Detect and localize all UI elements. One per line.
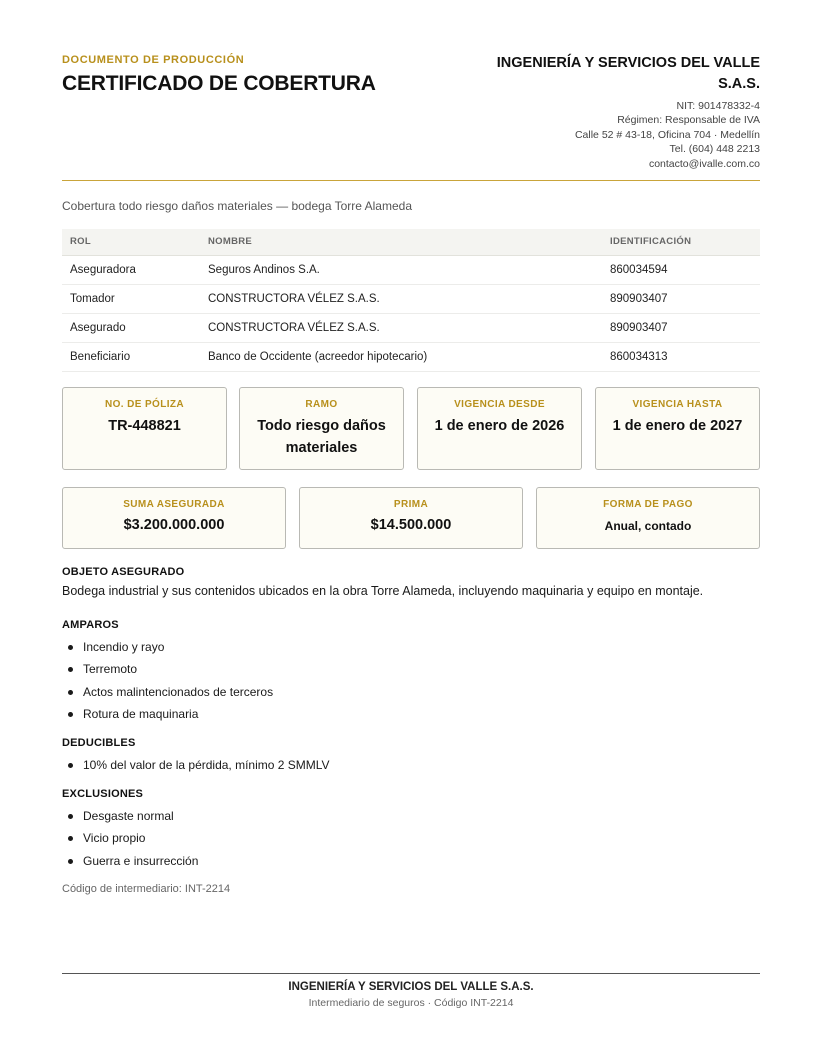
exclusiones-list bbox=[62, 805, 760, 872]
suma-asegurada-card bbox=[62, 487, 286, 549]
section-heading: AMPAROS bbox=[62, 619, 119, 631]
cell-nombre: Seguros Andinos S.A. bbox=[200, 255, 602, 284]
table-row bbox=[62, 342, 760, 371]
policy-number-card bbox=[62, 387, 227, 470]
document-header bbox=[62, 52, 760, 170]
list-item: Actos malintencionados de terceros bbox=[62, 681, 760, 703]
cell-identificacion: 860034594 bbox=[602, 255, 760, 284]
certificate-page bbox=[62, 0, 760, 1062]
cell-nombre: CONSTRUCTORA VÉLEZ S.A.S. bbox=[200, 313, 602, 342]
footer-divider bbox=[62, 973, 760, 974]
table-row bbox=[62, 284, 760, 313]
policy-cards-row-2 bbox=[62, 487, 760, 549]
vigencia-hasta-value: 1 de enero de 2027 bbox=[612, 418, 743, 434]
document-eyebrow: DOCUMENTO DE PRODUCCIÓN bbox=[62, 54, 245, 66]
footer-company-name: INGENIERÍA Y SERVICIOS DEL VALLE S.A.S. bbox=[288, 981, 534, 993]
vigencia-desde-value: 1 de enero de 2026 bbox=[434, 418, 565, 434]
prima-value: $14.500.000 bbox=[370, 517, 452, 533]
table-header-row bbox=[62, 229, 760, 255]
forma-pago-card bbox=[536, 487, 760, 549]
coverage-subtitle: Cobertura todo riesgo daños materiales — bodega Torre Alameda bbox=[62, 199, 412, 213]
section-heading: OBJETO ASEGURADO bbox=[62, 566, 185, 578]
company-block bbox=[460, 53, 760, 171]
cell-identificacion: 890903407 bbox=[602, 313, 760, 342]
company-phone: Tel. (604) 448 2213 bbox=[669, 143, 760, 156]
policy-cards-row-1 bbox=[62, 387, 760, 470]
company-regimen: Régimen: Responsable de IVA bbox=[617, 114, 760, 127]
cell-nombre: Banco de Occidente (acreedor hipotecario) bbox=[200, 342, 602, 371]
deducibles-list bbox=[62, 754, 760, 776]
cell-rol: Tomador bbox=[62, 284, 200, 313]
cell-nombre: CONSTRUCTORA VÉLEZ S.A.S. bbox=[200, 284, 602, 313]
document-title: CERTIFICADO DE COBERTURA bbox=[62, 72, 376, 95]
deducibles-section bbox=[62, 737, 760, 776]
company-email: contacto@ivalle.com.co bbox=[648, 157, 760, 170]
ramo-value: Todo riesgo daños materiales bbox=[257, 418, 386, 456]
column-header-identificacion: IDENTIFICACIÓN bbox=[602, 229, 760, 255]
card-label: NO. DE PÓLIZA bbox=[104, 399, 185, 410]
list-item: Desgaste normal bbox=[62, 805, 760, 827]
exclusiones-section bbox=[62, 788, 760, 872]
list-item: 10% del valor de la pérdida, mínimo 2 SMMLV bbox=[62, 754, 760, 776]
prima-card bbox=[299, 487, 523, 549]
page-footer bbox=[62, 981, 760, 1009]
column-header-rol: ROL bbox=[62, 229, 200, 255]
card-label: RAMO bbox=[305, 399, 338, 410]
card-label: FORMA DE PAGO bbox=[603, 499, 693, 510]
cell-rol: Beneficiario bbox=[62, 342, 200, 371]
amparos-list bbox=[62, 636, 760, 725]
list-item: Incendio y rayo bbox=[62, 636, 760, 658]
card-label: VIGENCIA HASTA bbox=[632, 399, 723, 410]
table-row bbox=[62, 313, 760, 342]
list-item: Vicio propio bbox=[62, 827, 760, 849]
ramo-card bbox=[239, 387, 404, 470]
parties-table bbox=[62, 229, 760, 372]
list-item: Rotura de maquinaria bbox=[62, 703, 760, 725]
column-header-nombre: NOMBRE bbox=[200, 229, 602, 255]
section-heading: DEDUCIBLES bbox=[62, 737, 136, 749]
company-nit: NIT: 901478332-4 bbox=[676, 100, 760, 112]
card-label: VIGENCIA DESDE bbox=[454, 399, 545, 410]
intermediary-code: Código de intermediario: INT-2214 bbox=[62, 883, 231, 895]
policy-number: TR-448821 bbox=[108, 418, 181, 434]
card-label: SUMA ASEGURADA bbox=[123, 499, 225, 510]
amparos-section bbox=[62, 619, 760, 725]
cell-rol: Asegurado bbox=[62, 313, 200, 342]
footer-subtitle: Intermediario de seguros · Código INT-2214 bbox=[308, 997, 514, 1009]
suma-asegurada-value: $3.200.000.000 bbox=[123, 517, 225, 533]
cell-identificacion: 890903407 bbox=[602, 284, 760, 313]
vigencia-desde-card bbox=[417, 387, 582, 470]
list-item: Guerra e insurrección bbox=[62, 850, 760, 872]
forma-pago-value: Anual, contado bbox=[604, 519, 692, 533]
header-divider bbox=[62, 180, 760, 181]
cell-identificacion: 860034313 bbox=[602, 342, 760, 371]
list-item: Terremoto bbox=[62, 658, 760, 680]
card-label: PRIMA bbox=[393, 499, 429, 510]
objeto-section bbox=[62, 566, 760, 598]
company-name: INGENIERÍA Y SERVICIOS DEL VALLE S.A.S. bbox=[496, 55, 760, 92]
cell-rol: Aseguradora bbox=[62, 255, 200, 284]
table-row bbox=[62, 255, 760, 284]
objeto-text: Bodega industrial y sus contenidos ubicados en la obra Torre Alameda, incluyendo maquinaria y equipo en montaje. bbox=[62, 584, 704, 598]
vigencia-hasta-card bbox=[595, 387, 760, 470]
company-address: Calle 52 # 43-18, Oficina 704 · Medellín bbox=[574, 128, 760, 141]
section-heading: EXCLUSIONES bbox=[62, 788, 144, 800]
